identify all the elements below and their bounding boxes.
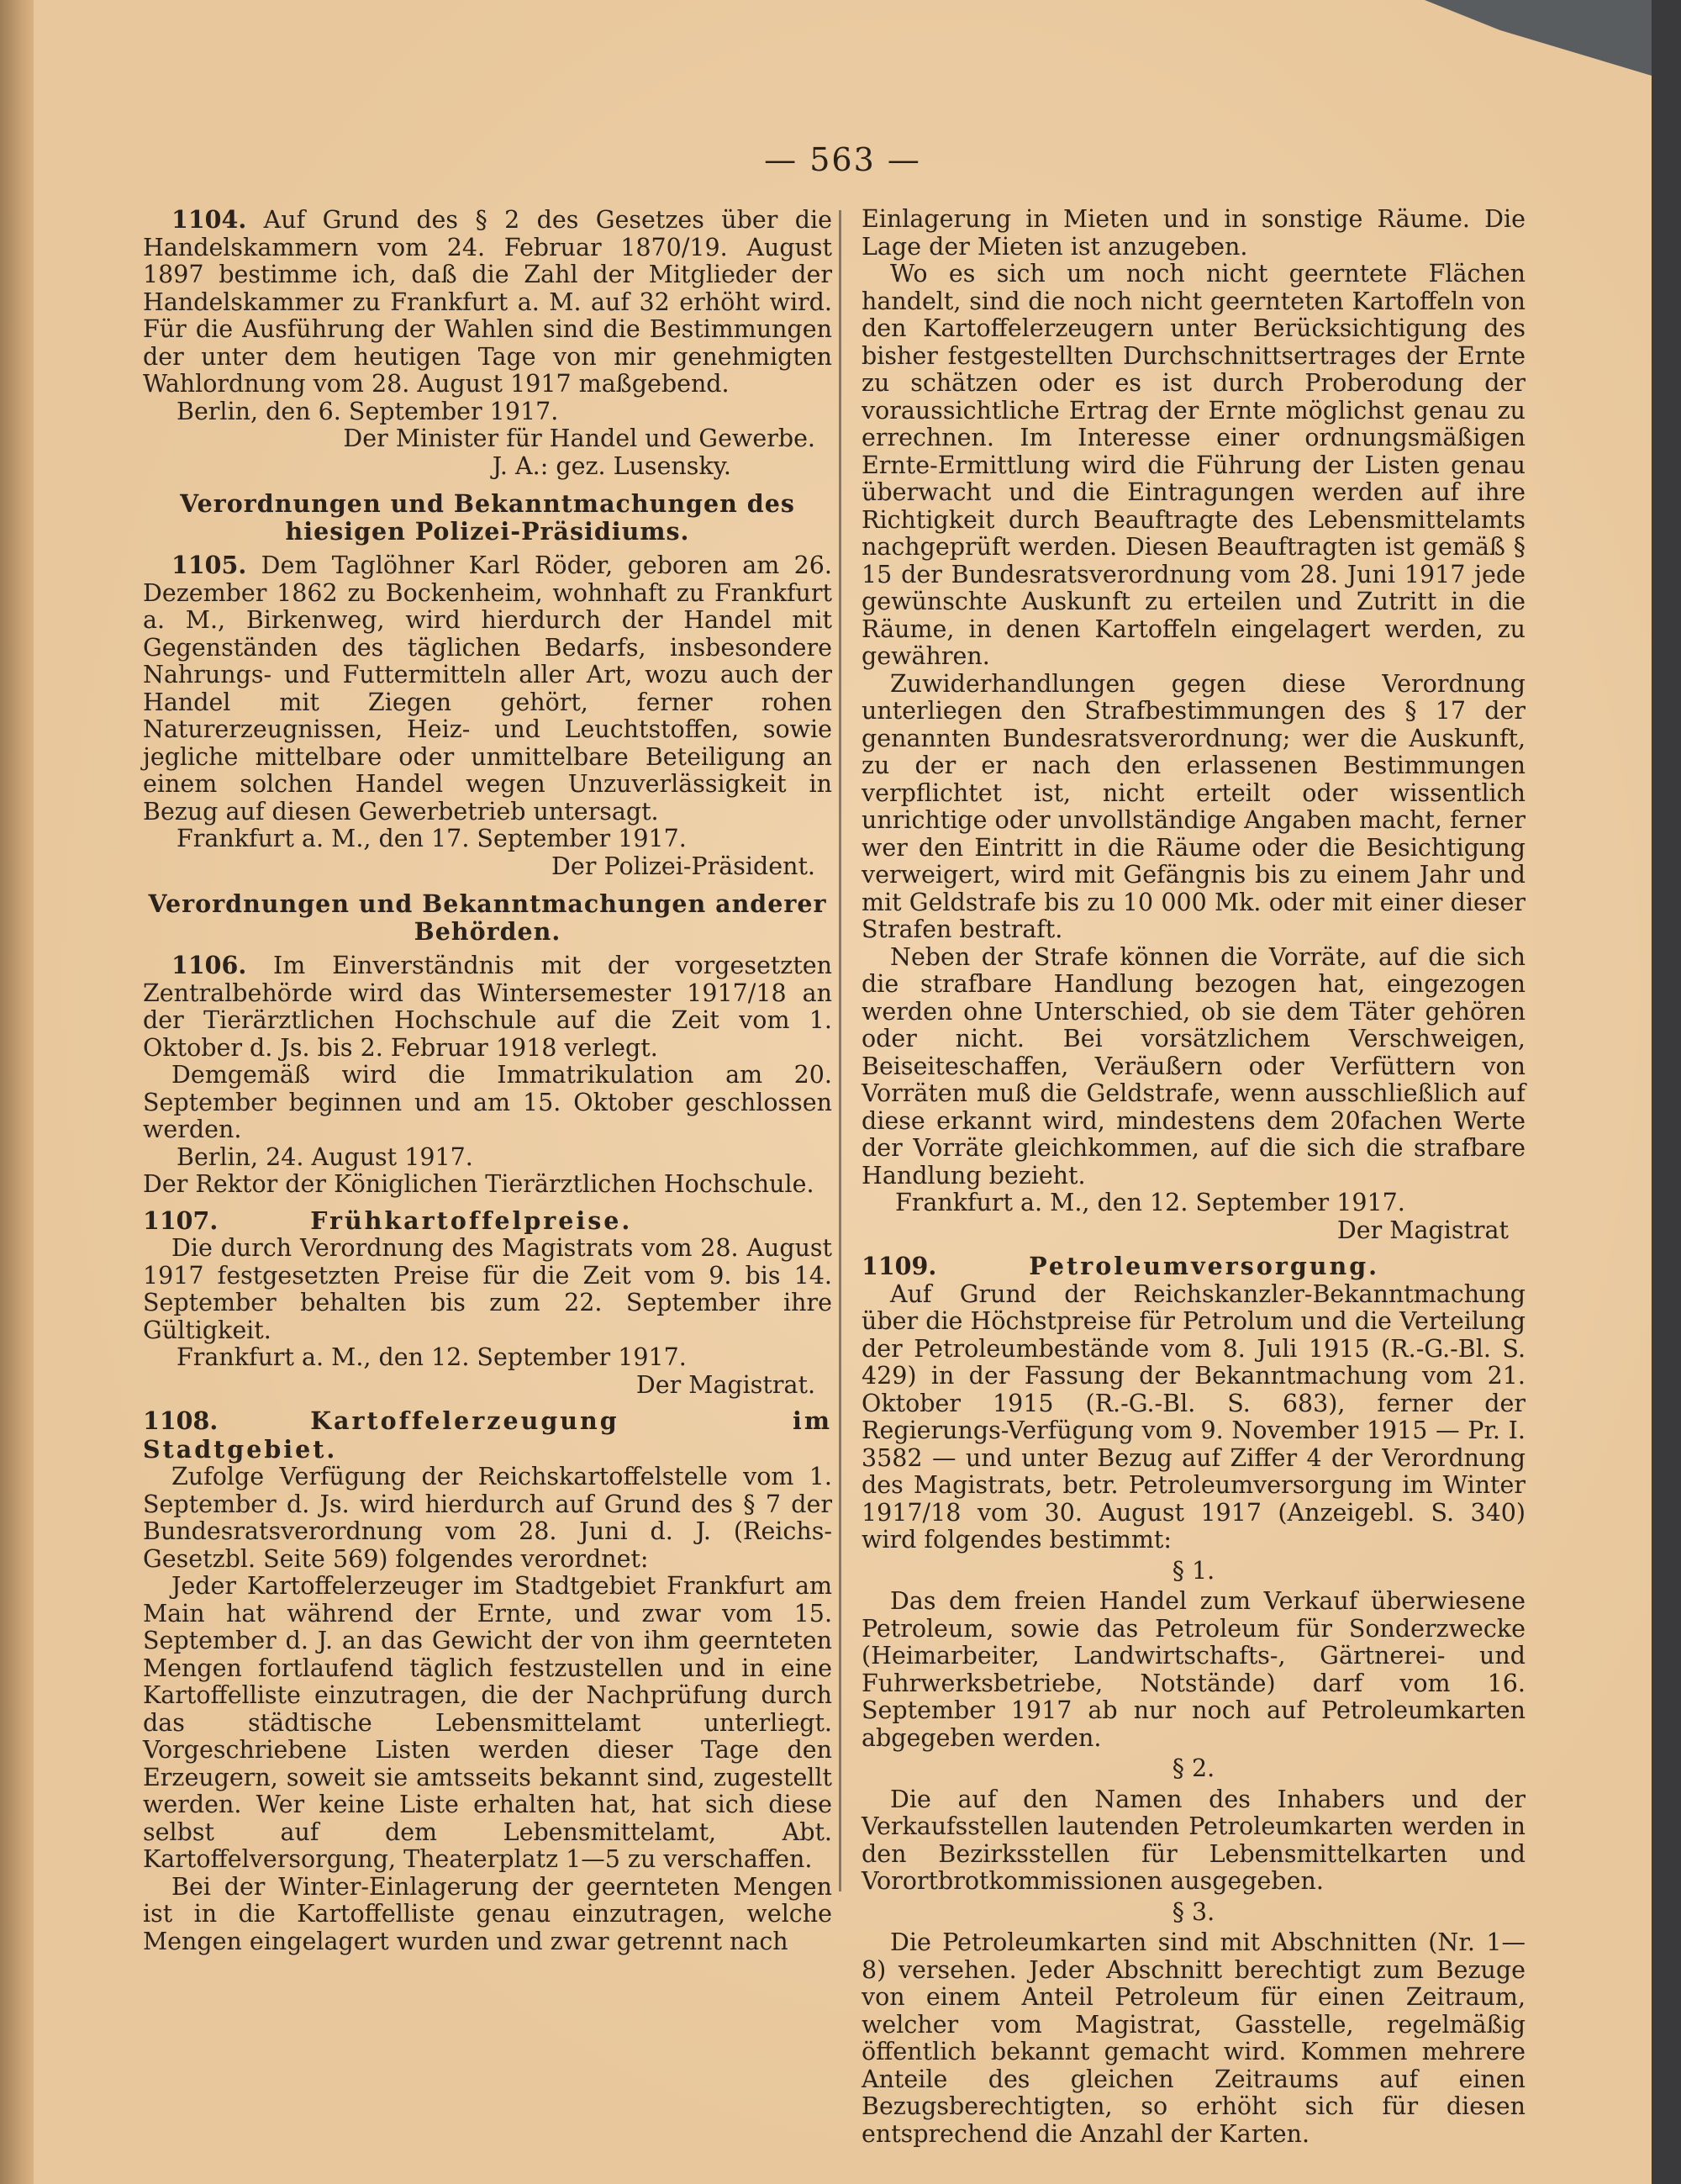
notice-text: Auf Grund der Reichskanzler-Bekanntmachung über die Höchstpreise für Petrolum und die Verteilung der Petroleumbestände vom 8. Juli 1915 (R.-G.-Bl. S. 429) in der Fassung der Bekanntmachung vom 21. Oktober 1915 (R.-G.-Bl. S. 683), ferner der Regierungs-Verfügung vom 9. November 1915 — Pr. I. 3582 — und unter Bezug auf Ziffer 4 der Verordnung des Magistrats, betr. Petroleumversorgung im Winter 1917/18 vom 30. August 1917 (Anzeigebl. S. 340) wird folgendes bestimmt: (862, 1279, 1526, 1554)
notice-text: Neben der Strafe können die Vorräte, auf die sich die strafbare Handlung bezogen hat, eingezogen werden ohne Unterschied, ob sie dem Täter gehören oder nicht. Bei vorsätzlichem Verschweigen, Beiseiteschaffen, Veräußern oder Verfüttern von Vorräten muß die Geldstrafe, wenn ausschließlich auf diese erkannt wird, mindestens dem 20fachen Werte der Vorräte gleichkommen, auf die sich die strafbare Handlung bezieht. (862, 942, 1526, 1190)
notice-text: Einlagerung in Mieten und in sonstige Räume. Die Lage der Mieten ist anzugeben. (862, 205, 1526, 261)
notice-date: Frankfurt a. M., den 17. September 1917. (177, 825, 687, 852)
notice-text: Wo es sich um noch nicht geerntete Flächen handelt, sind die noch nicht geernteten Kartoffeln von den Kartoffelerzeugern unter Berücksichtigung des bisher festgestellten Durchschnittsertrages der Ernte zu schätzen oder es ist durch Proberodung der voraussichtliche Ertrag der Ernte möglichst genau zu errechnen. Im Interesse einer ordnungsmäßigen Ernte-Ermittlung wird die Führung der Listen genau überwacht und die Eintragungen werden auf ihre Richtigkeit durch Beauftragte des Lebensmittelamts nachgeprüft werden. Diesen Beauftragten ist gemäß § 15 der Bundesratsverordnung vom 28. Juni 1917 jede gewünschte Auskunft zu erteilen und Zutritt in die Räume, in denen Kartoffeln eingelagert werden, zu gewähren. (862, 260, 1526, 670)
section-heading: Verordnungen und Bekanntmachungen anderer Behörden. (148, 889, 827, 946)
notice-number: 1108. (143, 1406, 219, 1435)
notice-title: Kartoffelerzeugung im Stadtgebiet. (143, 1406, 832, 1464)
notice-number: 1105. (171, 551, 247, 579)
notice-text: Die Petroleumkarten sind mit Abschnitten (Nr. 1—8) versehen. Jeder Abschnitt berechtigt zum Bezuge von einem Anteil Petroleum für einen Zeitraum, welcher vom Magistrat, Gasstelle, regelmäßig öffentlich bekannt gemacht wird. Kommen mehrere Anteile des gleichen Zeitraums auf einen Bezugsberechtigten, so erhöht sich für diesen entsprechend die Anzahl der Karten. (862, 1928, 1526, 2148)
notice-date: Frankfurt a. M., den 12. September 1917. (895, 1189, 1405, 1216)
notice-1107-heading (143, 1207, 832, 1236)
notice-date: Frankfurt a. M., den 12. September 1917. (177, 1343, 687, 1371)
notice-text: Demgemäß wird die Immatrikulation am 20. September beginnen und am 15. Oktober geschlossen werden. (143, 1061, 832, 1143)
notice-1109-heading (862, 1253, 1526, 1281)
notice-text: Zuwiderhandlungen gegen diese Verordnung unterliegen den Strafbestimmungen des § 17 der genannten Bundesratsverordnung; wer die Auskunft, zu der er nach den erlassenen Bestimmungen verpflichtet ist, nicht erteilt oder wissentlich unrichtige oder unvollständige Angaben macht, ferner wer den Eintritt in die Räume oder die Besichtigung verweigert, wird mit Gefängnis bis zu einem Jahr und mit Geldstrafe bis zu 10 000 Mk. oder mit einer dieser Strafen bestraft. (862, 669, 1526, 943)
signature-line: Der Polizei-Präsident. (551, 852, 815, 880)
notice-1105 (143, 551, 832, 826)
signature-line: Der Magistrat. (635, 1370, 815, 1399)
notice-1106 (143, 952, 832, 1062)
notice-number: 1109. (862, 1252, 937, 1280)
notice-text: Dem Taglöhner Karl Röder, geboren am 26. Dezember 1862 zu Bockenheim, wohnhaft zu Frankfurt a. M., Birkenweg, wird hierdurch der Handel mit Gegenständen des täglichen Bedarfs, insbesondere Nahrungs- und Futtermitteln aller Art, wozu auch der Handel mit Ziegen gehört, ferner rohen Naturerzeugnissen, Heiz- und Leuchtstoffen, sowie jegliche mittelbare oder unmittelbare Beteiligung an einem solchen Handel wegen Unzuverlässigkeit in Bezug auf diesen Gewerbetrieb untersagt. (143, 551, 832, 826)
notice-title: Frühkartoffelpreise. (310, 1205, 633, 1235)
section-sign: § 2. (1172, 1754, 1215, 1782)
notice-text: Jeder Kartoffelerzeuger im Stadtgebiet Frankfurt am Main hat während der Ernte, und zwar vom 15. September d. J. an das Gewicht der von ihm geernteten Mengen fortlaufend täglich festzustellen und in eine Kartoffelliste einzutragen, die der Nachprüfung durch das städtische Lebensmittelamt unterliegt. Vorgeschriebene Listen werden dieser Tage den Erzeugern, soweit sie amtsseits bekannt sind, zugestellt werden. Wer keine Liste erhalten hat, hat sich diese selbst auf dem Lebensmittelamt, Abt. Kartoffelversorgung, Theaterplatz 1—5 zu verschaffen. (143, 1572, 832, 1873)
notice-text: Bei der Winter-Einlagerung der geernteten Mengen ist in die Kartoffelliste genau einzutragen, welche Mengen eingelagert wurden und zwar getrennt nach (143, 1872, 832, 1955)
notice-date: Berlin, den 6. September 1917. (177, 397, 559, 425)
notice-number: 1104. (171, 205, 247, 234)
notice-text: Das dem freien Handel zum Verkauf überwiesene Petroleum, sowie das Petroleum für Sonderzwecke (Heimarbeiter, Landwirtschafts-, Gärtnerei- und Fuhrwerksbetriebe, Notstände) darf vom 16. September 1917 ab nur noch auf Petroleumkarten abgegeben werden. (862, 1587, 1526, 1752)
section-heading: Verordnungen und Bekanntmachungen des hiesigen Polizei-Präsidiums. (180, 489, 795, 546)
notice-text: Die auf den Namen des Inhabers und der Verkaufsstellen lautenden Petroleumkarten werden in den Bezirksstellen für Lebensmittelkarten und Vorortbrotkommissionen ausgegeben. (862, 1785, 1526, 1895)
right-column (862, 206, 1526, 2148)
page-number: — 563 — (764, 141, 921, 178)
section-sign: § 3. (1172, 1897, 1215, 1926)
notice-text: Zufolge Verfügung der Reichskartoffelstelle vom 1. September d. Js. wird hierdurch auf Grund des § 7 der Bundesratsverordnung vom 28. Juni d. J. (Reichs-Gesetzbl. Seite 569) folgendes verordnet: (143, 1463, 832, 1573)
book-gutter (0, 0, 34, 2184)
document-page (34, 0, 1652, 2184)
notice-date: Berlin, 24. August 1917. (177, 1142, 473, 1171)
signature-line: Der Rektor der Königlichen Tierärztlichen Hochschule. (143, 1170, 814, 1198)
signature-line: J. A.: gez. Lusensky. (492, 451, 731, 480)
notice-number: 1106. (171, 951, 247, 979)
notice-text: Auf Grund des § 2 des Gesetzes über die Handelskammern vom 24. Februar 1870/19. August 1897 bestimme ich, daß die Zahl der Mitglieder der Handelskammer zu Frankfurt a. M. auf 32 erhöht wird. Für die Ausführung der Wahlen sind die Bestimmungen der unter dem heutigen Tage von mir genehmigten Wahlordnung vom 28. August 1917 maßgebend. (143, 206, 833, 398)
notice-title: Petroleumversorgung. (1029, 1252, 1380, 1280)
torn-corner (1399, 0, 1652, 76)
notice-text: Im Einverständnis mit der vorgesetzten Zentralbehörde wird das Wintersemester 1917/18 an der Tierärztlichen Hochschule auf die Zeit vom 1. Oktober d. Js. bis 2. Februar 1918 verlegt. (143, 952, 832, 1062)
notice-number: 1107. (143, 1205, 219, 1235)
signature-line: Der Magistrat (1336, 1216, 1509, 1244)
left-column (143, 206, 832, 1955)
notice-1108-heading (143, 1407, 832, 1464)
notice-text: Die durch Verordnung des Magistrats vom 28. August 1917 festgesetzten Preise für die Zeit vom 9. bis 14. September behalten bis zum 22. September ihre Gültigkeit. (143, 1234, 832, 1344)
column-divider (839, 210, 841, 1891)
signature-line: Der Minister für Handel und Gewerbe. (343, 425, 815, 452)
notice-1104 (143, 206, 832, 398)
section-sign: § 1. (1172, 1556, 1215, 1585)
